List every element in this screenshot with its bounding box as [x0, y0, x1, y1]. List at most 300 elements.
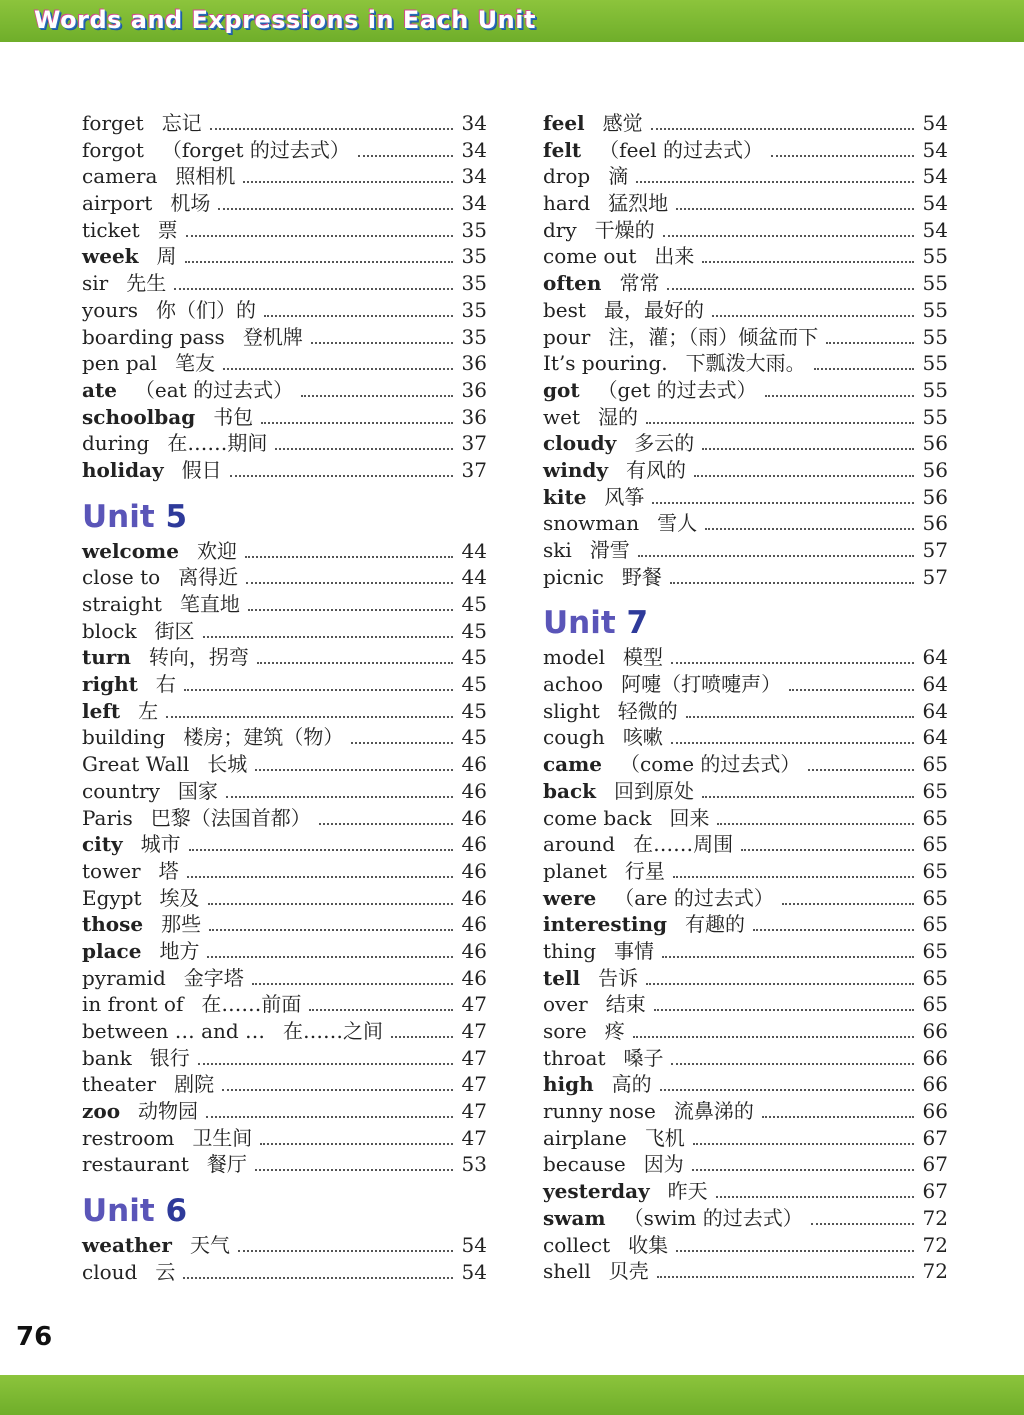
- entry-page: 36: [461, 404, 487, 429]
- entry-page: 67: [922, 1179, 948, 1204]
- vocab-entry: [82, 1125, 487, 1152]
- entry-word: kite: [543, 484, 587, 509]
- vocab-entry: [82, 698, 487, 725]
- entry-meaning: 滑雪: [589, 538, 630, 562]
- entry-word: airplane: [543, 1125, 627, 1150]
- entry-meaning: 有趣的: [684, 912, 745, 937]
- entry-word: thing: [543, 938, 596, 963]
- vocab-entry: [543, 885, 948, 912]
- entry-page: 44: [461, 565, 487, 590]
- entry-meaning: 飞机: [644, 1125, 685, 1150]
- entry-meaning: 天气: [189, 1233, 230, 1258]
- entry-word: those: [82, 912, 144, 937]
- vocab-entry: [543, 564, 948, 591]
- entry-meaning: 右: [155, 672, 176, 697]
- entry-word: swam: [543, 1205, 606, 1230]
- page-number: 76: [16, 1322, 53, 1352]
- entry-meaning: 滴: [608, 164, 629, 189]
- vocab-entry: [543, 190, 948, 217]
- entry-page: 36: [461, 351, 487, 376]
- entry-meaning: 因为: [643, 1152, 684, 1177]
- entry-page: 35: [461, 244, 487, 269]
- entry-meaning: 阿嚏（打喷嚏声）: [621, 672, 782, 697]
- entry-page: 55: [922, 377, 948, 402]
- entry-page: 66: [922, 1099, 948, 1124]
- header-bar: [0, 0, 1024, 42]
- entry-meaning: 忘记: [161, 111, 202, 135]
- entry-meaning: 高的: [611, 1072, 652, 1097]
- entry-page: 54: [922, 191, 948, 216]
- entry-word: yesterday: [543, 1179, 650, 1204]
- entry-meaning: 地方: [159, 938, 200, 963]
- entry-page: 34: [461, 137, 487, 162]
- vocab-entry: [543, 831, 948, 858]
- entry-page: 45: [461, 672, 487, 697]
- entry-word: Great Wall: [82, 752, 190, 777]
- entry-page: 64: [922, 725, 948, 750]
- dot-leader: [811, 1223, 914, 1225]
- dot-leader: [782, 903, 914, 905]
- entry-word: dry: [543, 217, 577, 242]
- dot-leader: [671, 742, 914, 744]
- entry-meaning: 回到原处: [613, 778, 694, 803]
- unit-label: Unit: [82, 1193, 155, 1230]
- entry-meaning: 湿的: [598, 404, 638, 429]
- vocab-entry: [543, 1045, 948, 1072]
- vocab-entry: [543, 1232, 948, 1259]
- dot-leader: [671, 662, 914, 664]
- entry-meaning: 那些: [161, 912, 202, 937]
- entry-page: 35: [461, 324, 487, 349]
- dot-leader: [255, 769, 453, 771]
- entry-page: 65: [922, 752, 948, 777]
- entry-meaning: （come 的过去式）: [620, 752, 801, 777]
- vocab-entry: [543, 377, 948, 404]
- entry-word: forgot: [82, 137, 144, 162]
- dot-leader: [174, 288, 453, 290]
- entry-page: 65: [922, 885, 948, 910]
- entry-word: schoolbag: [82, 404, 196, 429]
- dot-leader: [662, 956, 914, 958]
- vocab-entry: [82, 404, 487, 431]
- vocab-entry: [82, 377, 487, 404]
- dot-leader: [702, 448, 914, 450]
- entry-meaning: 转向，拐弯: [148, 645, 249, 670]
- entry-meaning: 回来: [669, 805, 710, 830]
- entry-page: 35: [461, 217, 487, 242]
- vocab-entry: [82, 858, 487, 885]
- vocab-entry: [82, 618, 487, 645]
- entry-meaning: 有风的: [625, 457, 686, 482]
- entry-page: 36: [461, 377, 487, 402]
- vocab-entry: [82, 965, 487, 992]
- vocab-entry: [82, 297, 487, 324]
- entry-page: 65: [922, 832, 948, 857]
- entry-page: 72: [922, 1259, 948, 1284]
- vocab-entry: [543, 537, 948, 564]
- vocab-entry: [82, 911, 487, 938]
- entry-meaning: 在……之间: [283, 1019, 384, 1043]
- entry-meaning: 多云的: [634, 431, 695, 456]
- dot-leader: [657, 1276, 914, 1278]
- entry-meaning: （feel 的过去式）: [599, 137, 763, 162]
- vocab-entry: [82, 457, 487, 484]
- dot-leader: [716, 1196, 914, 1198]
- vocab-entry: [82, 350, 487, 377]
- dot-leader: [319, 823, 453, 825]
- entry-word: sore: [543, 1019, 587, 1043]
- entry-word: pour: [543, 324, 591, 349]
- entry-page: 56: [922, 431, 948, 456]
- entry-word: ticket: [82, 217, 140, 242]
- entry-word: block: [82, 618, 137, 643]
- vocab-entry: [82, 644, 487, 671]
- entry-meaning: （are 的过去式）: [614, 885, 774, 910]
- vocab-entry: [82, 137, 487, 164]
- vocab-entry: [82, 778, 487, 805]
- entry-meaning: 离得近: [178, 565, 239, 590]
- entry-word: cough: [543, 725, 605, 750]
- dot-leader: [762, 1116, 914, 1118]
- entry-page: 46: [461, 805, 487, 830]
- footer-bar: [0, 1375, 1024, 1415]
- entry-word: collect: [543, 1232, 611, 1257]
- entry-word: came: [543, 752, 603, 777]
- entry-word: hard: [543, 191, 591, 216]
- entry-meaning: 长城: [207, 752, 248, 777]
- entry-page: 45: [461, 698, 487, 723]
- vocab-entry: [543, 1098, 948, 1125]
- entry-meaning: 收集: [628, 1232, 669, 1257]
- dot-leader: [638, 555, 914, 557]
- vocab-entry: [82, 324, 487, 351]
- entry-meaning: （swim 的过去式）: [623, 1205, 803, 1230]
- dot-leader: [301, 395, 453, 397]
- vocab-entry: [82, 1151, 487, 1178]
- entry-page: 46: [461, 752, 487, 777]
- entry-word: place: [82, 938, 142, 963]
- entry-meaning: 街区: [154, 618, 195, 643]
- entry-word: pyramid: [82, 965, 166, 990]
- vocab-entry: [543, 698, 948, 725]
- entry-page: 47: [461, 1099, 487, 1124]
- dot-leader: [646, 422, 914, 424]
- entry-page: 57: [922, 564, 948, 589]
- entry-word: close to: [82, 565, 161, 590]
- entry-meaning: 结束: [605, 992, 646, 1017]
- dot-leader: [753, 929, 914, 931]
- dot-leader: [771, 155, 914, 157]
- entry-meaning: 贝壳: [608, 1259, 649, 1284]
- vocab-entry: [543, 243, 948, 270]
- entry-page: 55: [922, 244, 948, 269]
- entry-page: 54: [922, 164, 948, 189]
- dot-leader: [198, 1063, 453, 1065]
- entry-meaning: 楼房；建筑（物）: [183, 725, 344, 750]
- vocab-entry: [543, 404, 948, 431]
- vocab-entry: [543, 805, 948, 832]
- entry-page: 45: [461, 725, 487, 750]
- entry-page: 46: [461, 832, 487, 857]
- vocab-entry: [82, 1018, 487, 1045]
- dot-leader: [187, 876, 453, 878]
- entry-meaning: 常常: [619, 271, 660, 296]
- entry-word: country: [82, 778, 160, 803]
- dot-leader: [663, 235, 914, 237]
- dot-leader: [636, 181, 914, 183]
- dot-leader: [673, 876, 914, 878]
- dot-leader: [667, 288, 914, 290]
- vocab-entry: [82, 805, 487, 832]
- vocab-entry: [82, 430, 487, 457]
- entry-page: 34: [461, 191, 487, 216]
- entry-page: 66: [922, 1045, 948, 1070]
- entry-meaning: 在……周围: [633, 832, 734, 857]
- entry-meaning: （get 的过去式）: [597, 377, 757, 402]
- vocab-entry: [82, 217, 487, 244]
- unit-heading: [543, 602, 948, 644]
- entry-word: feel: [543, 111, 585, 135]
- dot-leader: [223, 368, 453, 370]
- entry-page: 65: [922, 858, 948, 883]
- entry-word: windy: [543, 457, 608, 482]
- entry-word: theater: [82, 1072, 157, 1097]
- dot-leader: [252, 983, 453, 985]
- entry-word: best: [543, 297, 586, 322]
- dot-leader: [686, 716, 914, 718]
- vocab-entry: [82, 591, 487, 618]
- entry-page: 47: [461, 992, 487, 1017]
- entry-word: Paris: [82, 805, 133, 830]
- entry-meaning: 嗓子: [623, 1045, 664, 1070]
- entry-meaning: （forget 的过去式）: [161, 137, 350, 162]
- entry-word: runny nose: [543, 1099, 656, 1124]
- entry-page: 54: [461, 1233, 487, 1258]
- entry-page: 45: [461, 592, 487, 616]
- entry-word: got: [543, 377, 580, 402]
- vocab-entry: [82, 991, 487, 1018]
- vocab-entry: [543, 644, 948, 671]
- entry-page: 46: [461, 965, 487, 990]
- entry-meaning: 轻微的: [617, 698, 678, 723]
- entry-word: yours: [82, 297, 139, 322]
- entry-word: model: [543, 645, 606, 670]
- vocab-entry: [543, 484, 948, 511]
- unit-label: Unit: [82, 498, 155, 535]
- entry-word: weather: [82, 1233, 172, 1258]
- entry-page: 65: [922, 778, 948, 803]
- entry-word: forget: [82, 111, 144, 135]
- vocab-entry: [543, 911, 948, 938]
- entry-page: 37: [461, 457, 487, 482]
- entry-word: boarding pass: [82, 324, 225, 349]
- entry-word: turn: [82, 645, 131, 670]
- entry-meaning: 猛烈地: [608, 191, 669, 216]
- entry-page: 65: [922, 992, 948, 1017]
- entry-page: 54: [922, 111, 948, 135]
- entry-page: 37: [461, 431, 487, 456]
- entry-page: 54: [461, 1259, 487, 1284]
- entry-meaning: 银行: [149, 1045, 190, 1070]
- entry-word: cloudy: [543, 431, 617, 456]
- vocab-entry: [543, 1178, 948, 1205]
- vocab-entry: [543, 1151, 948, 1178]
- entry-page: 44: [461, 538, 487, 563]
- entry-word: were: [543, 885, 597, 910]
- vocab-entry: [543, 751, 948, 778]
- vocab-entry: [543, 1258, 948, 1285]
- entry-meaning: 最，最好的: [603, 297, 704, 322]
- entry-meaning: 国家: [177, 778, 218, 803]
- entry-word: restroom: [82, 1125, 175, 1150]
- entry-word: back: [543, 778, 596, 803]
- entry-word: interesting: [543, 912, 667, 937]
- vocab-entry: [543, 430, 948, 457]
- entry-meaning: 注，灌；（雨）倾盆而下: [608, 324, 819, 349]
- vocab-entry: [82, 1045, 487, 1072]
- entry-meaning: 你（们）的: [156, 297, 257, 322]
- entry-word: come back: [543, 805, 652, 830]
- dot-leader: [814, 368, 914, 370]
- entry-meaning: 卫生间: [192, 1125, 253, 1150]
- dot-leader: [166, 716, 453, 718]
- vocab-entry: [543, 137, 948, 164]
- dot-leader: [186, 235, 453, 237]
- dot-leader: [358, 155, 453, 157]
- vocab-entry: [82, 751, 487, 778]
- left-column: [82, 110, 487, 1286]
- vocab-entry: [82, 1098, 487, 1125]
- entry-meaning: （eat 的过去式）: [134, 377, 294, 402]
- dot-leader: [789, 689, 914, 691]
- entry-word: tower: [82, 858, 141, 883]
- dot-leader: [206, 1116, 453, 1118]
- entry-page: 57: [922, 538, 948, 562]
- entry-word: holiday: [82, 457, 164, 482]
- dot-leader: [311, 342, 453, 344]
- entry-meaning: 剧院: [174, 1072, 215, 1097]
- vocab-entry: [543, 110, 948, 137]
- entry-word: shell: [543, 1259, 591, 1284]
- dot-leader: [209, 929, 453, 931]
- vocab-entry: [82, 885, 487, 912]
- entry-word: welcome: [82, 538, 179, 563]
- entry-word: bank: [82, 1045, 132, 1070]
- dot-leader: [654, 1009, 914, 1011]
- entry-meaning: 照相机: [175, 164, 236, 189]
- dot-leader: [351, 742, 453, 744]
- entry-word: come out: [543, 244, 637, 269]
- dot-leader: [210, 128, 453, 130]
- entry-page: 46: [461, 858, 487, 883]
- dot-leader: [260, 1143, 453, 1145]
- entry-meaning: 笔友: [175, 351, 215, 376]
- entry-word: It’s pouring.: [543, 351, 668, 376]
- entry-meaning: 书包: [213, 404, 254, 429]
- entry-word: snowman: [543, 511, 640, 536]
- entry-page: 55: [922, 404, 948, 429]
- entry-page: 67: [922, 1125, 948, 1150]
- entry-word: ski: [543, 538, 572, 562]
- entry-word: cloud: [82, 1259, 138, 1284]
- vocab-entry: [82, 938, 487, 965]
- vocab-entry: [82, 831, 487, 858]
- entry-word: achoo: [543, 672, 604, 697]
- entry-word: felt: [543, 137, 582, 162]
- entry-page: 47: [461, 1045, 487, 1070]
- vocab-entry: [543, 324, 948, 351]
- vocab-entry: [82, 1232, 487, 1259]
- vocab-entry: [82, 243, 487, 270]
- entry-page: 65: [922, 805, 948, 830]
- entry-page: 64: [922, 672, 948, 697]
- entry-meaning: 城市: [140, 832, 181, 857]
- dot-leader: [230, 475, 453, 477]
- entry-meaning: 雪人: [657, 511, 698, 536]
- entry-page: 65: [922, 965, 948, 990]
- vocab-entry: [543, 350, 948, 377]
- dot-leader: [694, 475, 914, 477]
- entry-page: 47: [461, 1019, 487, 1043]
- entry-meaning: 事情: [614, 938, 654, 963]
- entry-page: 54: [922, 137, 948, 162]
- entry-word: in front of: [82, 992, 184, 1017]
- entry-page: 66: [922, 1019, 948, 1043]
- entry-word: week: [82, 244, 139, 269]
- vocab-entry: [543, 671, 948, 698]
- entry-page: 55: [922, 351, 948, 376]
- entry-page: 56: [922, 511, 948, 536]
- entry-word: around: [543, 832, 616, 857]
- dot-leader: [692, 1169, 914, 1171]
- entry-page: 67: [922, 1152, 948, 1177]
- entry-page: 45: [461, 645, 487, 670]
- entry-word: because: [543, 1152, 626, 1177]
- entry-page: 35: [461, 271, 487, 296]
- vocab-entry: [543, 858, 948, 885]
- entry-word: ate: [82, 377, 117, 402]
- entry-page: 53: [461, 1152, 487, 1177]
- entry-page: 34: [461, 164, 487, 189]
- entry-word: airport: [82, 191, 153, 216]
- entry-page: 72: [922, 1205, 948, 1230]
- entry-word: over: [543, 992, 588, 1017]
- entry-word: straight: [82, 592, 162, 616]
- vocab-entry: [543, 270, 948, 297]
- entry-meaning: 告诉: [598, 965, 639, 990]
- entry-page: 34: [461, 111, 487, 135]
- entry-page: 46: [461, 885, 487, 910]
- unit-number: 7: [626, 605, 649, 642]
- entry-meaning: 巴黎（法国首都）: [150, 805, 311, 830]
- vocab-entry: [543, 297, 948, 324]
- entry-meaning: 欢迎: [196, 538, 237, 563]
- dot-leader: [243, 181, 453, 183]
- entry-word: restaurant: [82, 1152, 189, 1177]
- entry-word: pen pal: [82, 351, 157, 376]
- dot-leader: [245, 556, 453, 558]
- vocab-entry: [543, 965, 948, 992]
- entry-page: 64: [922, 645, 948, 670]
- vocab-entry: [82, 190, 487, 217]
- entry-page: 35: [461, 297, 487, 322]
- dot-leader: [189, 849, 453, 851]
- entry-page: 56: [922, 457, 948, 482]
- dot-leader: [391, 1036, 453, 1038]
- dot-leader: [646, 983, 914, 985]
- entry-meaning: 野餐: [621, 564, 662, 589]
- dot-leader: [255, 1169, 453, 1171]
